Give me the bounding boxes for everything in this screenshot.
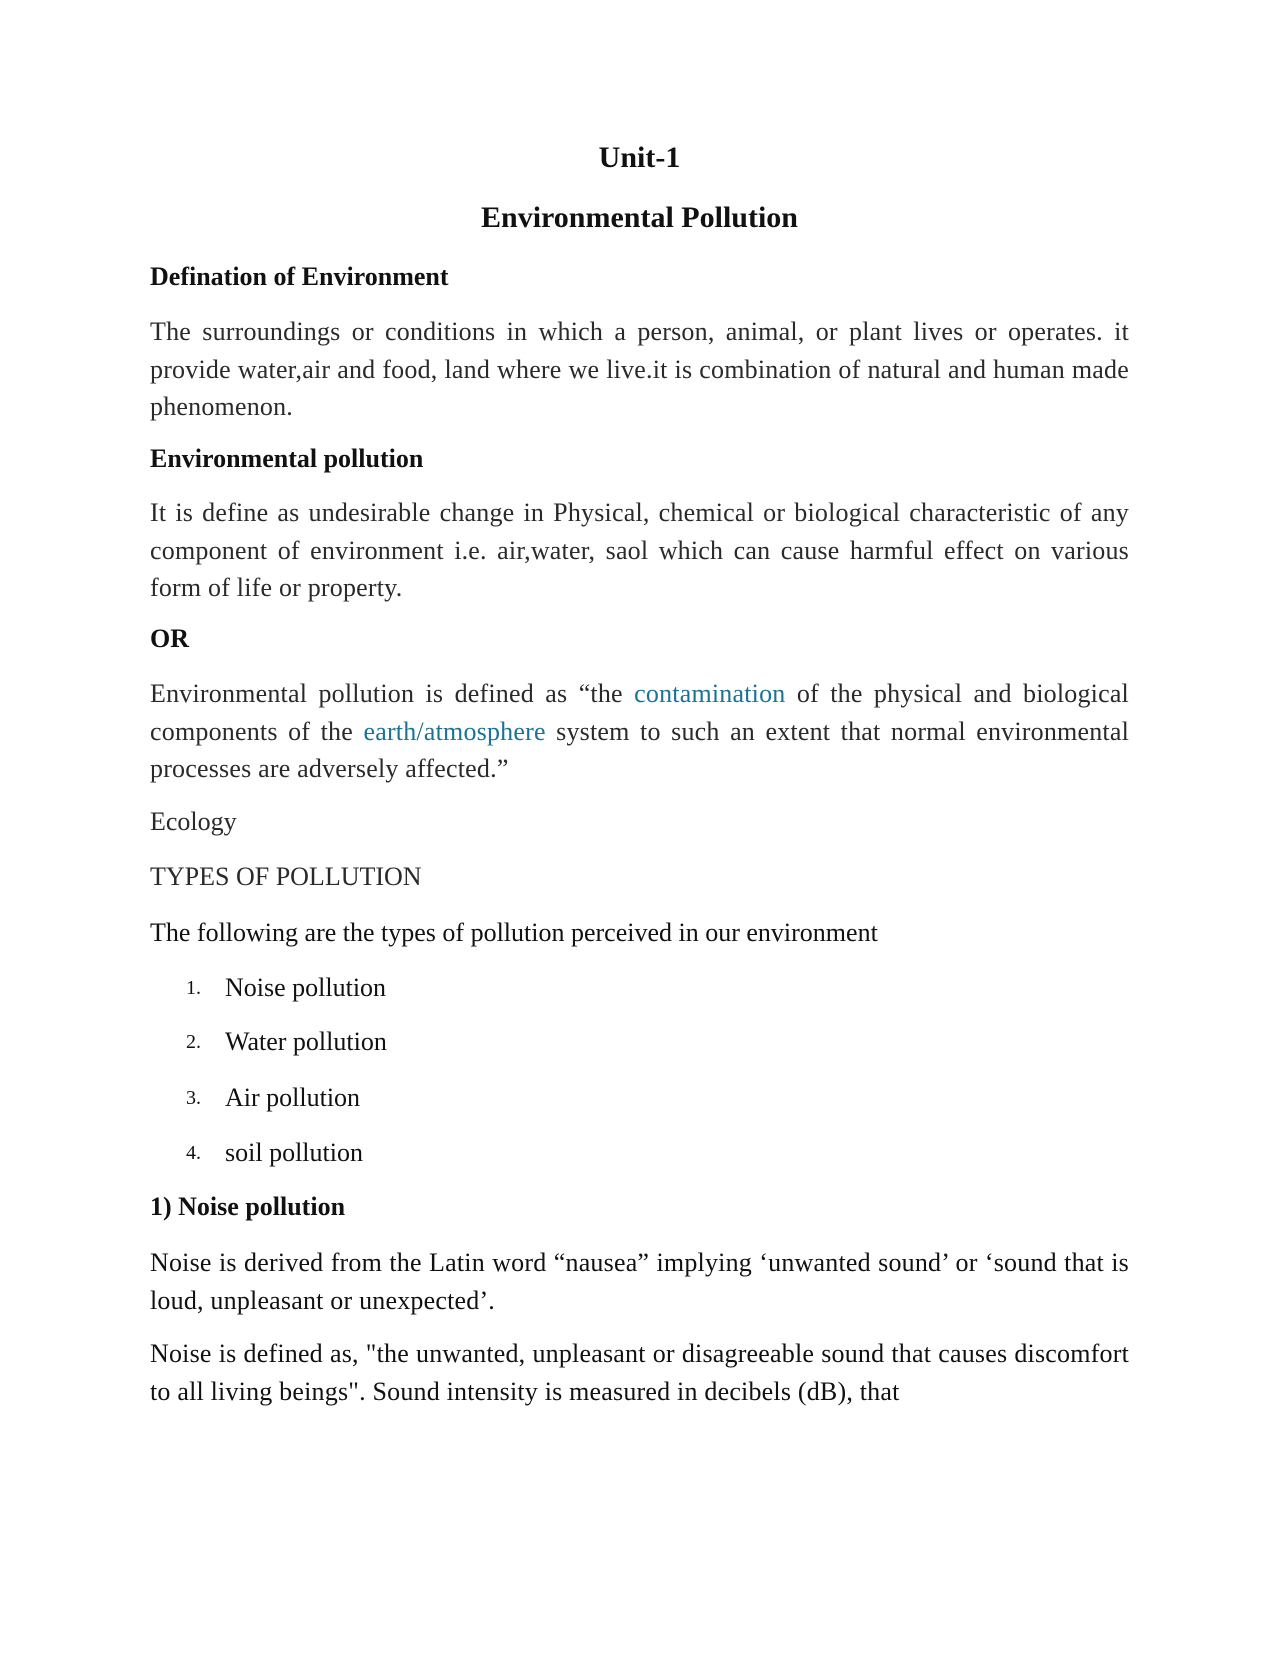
list-label: Water pollution <box>225 1027 387 1056</box>
unit-title: Unit-1 <box>598 141 681 174</box>
list-label: Noise pollution <box>225 973 387 1002</box>
definition-environment-heading: Defination of Environment <box>150 262 449 291</box>
alt-def-part1: Environmental pollution is defined as “the <box>150 679 635 708</box>
list-label: soil pollution <box>225 1138 363 1167</box>
main-title: Environmental Pollution <box>481 201 798 234</box>
list-number: 1. <box>186 977 201 999</box>
alt-def-part3: system to such an extent that normal environmental processes are adversely affected.” <box>150 716 1129 783</box>
contamination-link[interactable]: contamination <box>634 679 786 708</box>
earth-atmosphere-link[interactable]: earth/atmosphere <box>363 716 546 746</box>
noise-pollution-heading: 1) Noise pollution <box>150 1192 346 1221</box>
noise-text-2: Noise is defined as, "the unwanted, unpleasant or disagreeable sound that causes discomfort to all living beings". Sound intensity is measured in decibels (dB), that <box>150 1339 1129 1406</box>
definition-environment-text: The surroundings or conditions in which a person, animal, or plant lives or operates. it provide water,air and food, land where we live.it is combination of natural and human made phenomenon. <box>150 317 1129 421</box>
alternate-definition-text <box>150 675 1129 788</box>
types-of-pollution-heading: TYPES OF POLLUTION <box>150 862 422 891</box>
types-intro-text: The following are the types of pollution perceived in our environment <box>150 918 878 947</box>
alt-def-part2: of the physical and biological components of the <box>150 679 1129 746</box>
list-number: 2. <box>186 1031 201 1053</box>
list-number: 3. <box>186 1087 201 1109</box>
list-label: Air pollution <box>225 1083 361 1112</box>
noise-text-1: Noise is derived from the Latin word “nausea” implying ‘unwanted sound’ or ‘sound that is loud, unpleasant or unexpected’. <box>150 1248 1129 1315</box>
environmental-pollution-heading: Environmental pollution <box>150 444 424 473</box>
or-label: OR <box>150 624 189 653</box>
ecology-label: Ecology <box>150 807 237 836</box>
environmental-pollution-text: It is define as undesirable change in Physical, chemical or biological characteristic of any component of environment i.e. air,water, saol which can cause harmful effect on various form of life or property. <box>150 498 1129 602</box>
list-number: 4. <box>186 1142 201 1164</box>
